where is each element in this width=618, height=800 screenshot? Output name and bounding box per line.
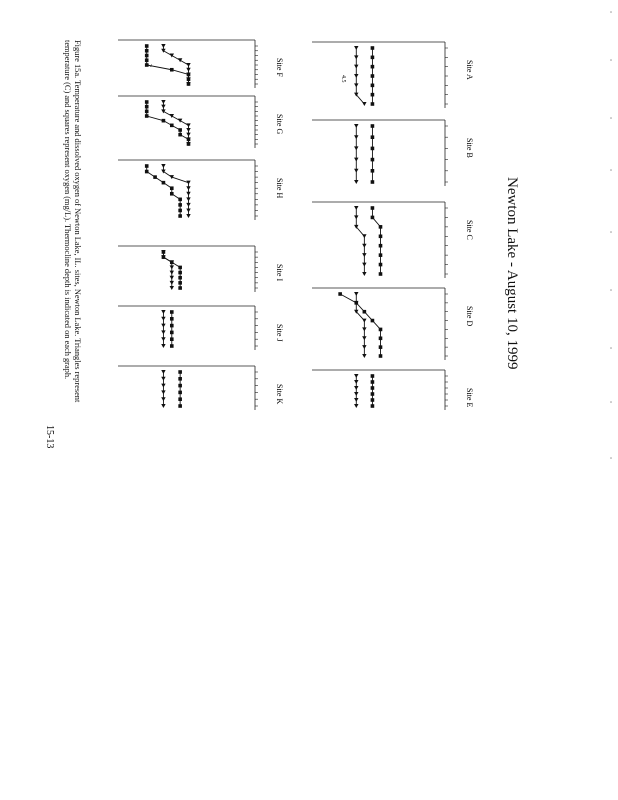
caption-line-2: temperature (C) and squares represent oxygen (mg/L). Thermocline depth is indicated on each graph. [63, 40, 72, 380]
temperature-point [354, 180, 358, 184]
oxygen-point [178, 133, 182, 137]
profile-panel-9 [118, 246, 284, 292]
temperature-point [354, 398, 358, 402]
oxygen-point [371, 147, 375, 151]
oxygen-point [371, 380, 375, 384]
oxygen-point [178, 370, 182, 374]
oxygen-line [147, 102, 189, 144]
oxygen-point [178, 271, 182, 275]
temperature-point [362, 336, 366, 340]
temperature-point [362, 272, 366, 276]
temperature-point [362, 319, 366, 323]
oxygen-point [170, 310, 174, 314]
oxygen-point [371, 319, 375, 323]
oxygen-point [178, 384, 182, 388]
oxygen-point [178, 397, 182, 401]
oxygen-point [371, 46, 375, 50]
oxygen-point [379, 272, 383, 276]
oxygen-point [187, 77, 191, 81]
temperature-point [178, 58, 182, 62]
oxygen-point [371, 93, 375, 97]
temperature-point [186, 203, 190, 207]
oxygen-point [145, 58, 149, 62]
oxygen-point [379, 225, 383, 229]
temperature-point [354, 404, 358, 408]
oxygen-point [178, 198, 182, 202]
oxygen-point [170, 344, 174, 348]
oxygen-point [178, 276, 182, 280]
thermocline-label: 4.5 [340, 75, 346, 83]
oxygen-point [187, 138, 191, 142]
oxygen-point [379, 253, 383, 257]
temperature-point [354, 146, 358, 150]
thermocline-label: 2 [146, 64, 152, 67]
temperature-point [186, 128, 190, 132]
profile-panel-7 [118, 96, 284, 148]
oxygen-point [178, 128, 182, 132]
profile-panel-6 [118, 40, 284, 88]
oxygen-point [145, 114, 149, 118]
profile-panel-1 [312, 42, 474, 108]
temperature-point [186, 197, 190, 201]
temperature-point [170, 276, 174, 280]
oxygen-point [379, 345, 383, 349]
temperature-point [178, 119, 182, 123]
oxygen-point [178, 281, 182, 285]
oxygen-point [162, 119, 166, 123]
temperature-point [186, 214, 190, 218]
oxygen-point [371, 102, 375, 106]
site-label: Site B [465, 138, 474, 158]
temperature-point [170, 265, 174, 269]
temperature-point [354, 392, 358, 396]
oxygen-point [371, 65, 375, 69]
temperature-point [161, 109, 165, 113]
profile-panel-5 [312, 370, 474, 410]
oxygen-point [145, 105, 149, 109]
temperature-point [362, 263, 366, 267]
temperature-point [354, 169, 358, 173]
oxygen-point [371, 74, 375, 78]
temperature-point [161, 105, 165, 109]
temperature-point [161, 384, 165, 388]
oxygen-point [379, 336, 383, 340]
oxygen-point [379, 244, 383, 248]
oxygen-point [371, 124, 375, 128]
oxygen-point [178, 404, 182, 408]
temperature-point [170, 286, 174, 290]
oxygen-point [379, 234, 383, 238]
oxygen-point [170, 317, 174, 321]
temperature-point [161, 330, 165, 334]
oxygen-point [170, 192, 174, 196]
temperature-point [186, 186, 190, 190]
temperature-point [362, 327, 366, 331]
oxygen-point [354, 301, 358, 305]
oxygen-point [170, 324, 174, 328]
page-title: Newton Lake - August 10, 1999 [504, 177, 520, 370]
temperature-point [186, 68, 190, 72]
temperature-point [161, 404, 165, 408]
oxygen-point [145, 164, 149, 168]
oxygen-point [145, 170, 149, 174]
oxygen-point [170, 337, 174, 341]
temperature-point [186, 192, 190, 196]
site-label: Site A [465, 60, 474, 80]
site-label: Site D [465, 306, 474, 327]
oxygen-point [371, 206, 375, 210]
oxygen-point [145, 100, 149, 104]
profile-panel-4 [312, 288, 474, 360]
temperature-point [354, 215, 358, 219]
temperature-point [161, 397, 165, 401]
site-label: Site F [275, 58, 284, 77]
oxygen-point [371, 135, 375, 139]
oxygen-point [371, 158, 375, 162]
temperature-point [161, 344, 165, 348]
temperature-point [354, 55, 358, 59]
oxygen-point [379, 263, 383, 267]
scan-edge-marks [607, 0, 615, 480]
oxygen-point [170, 124, 174, 128]
temperature-point [161, 324, 165, 328]
oxygen-point [338, 292, 342, 296]
oxygen-point [178, 209, 182, 213]
oxygen-point [178, 214, 182, 218]
profile-panel-10 [118, 306, 284, 350]
temperature-point [161, 49, 165, 53]
oxygen-point [187, 82, 191, 86]
temperature-point [362, 244, 366, 248]
oxygen-point [371, 56, 375, 60]
temperature-point [170, 281, 174, 285]
temperature-point [161, 164, 165, 168]
profile-panel-8 [118, 160, 284, 220]
temperature-point [186, 133, 190, 137]
oxygen-point [371, 392, 375, 396]
caption-line-1: Figure 15a. Temperature and dissolved oxygen of Newton Lake, IL. sites, Newton Lake. Triangles represent [73, 40, 82, 403]
oxygen-point [170, 186, 174, 190]
temperature-point [170, 54, 174, 58]
oxygen-point [371, 169, 375, 173]
temperature-point [362, 234, 366, 238]
temperature-point [354, 65, 358, 69]
oxygen-point [363, 310, 367, 314]
temperature-point [354, 74, 358, 78]
temperature-point [186, 63, 190, 67]
oxygen-point [178, 286, 182, 290]
oxygen-point [371, 386, 375, 390]
oxygen-point [162, 181, 166, 185]
temperature-point [161, 377, 165, 381]
temperature-point [161, 310, 165, 314]
oxygen-point [145, 49, 149, 53]
temperature-point [354, 124, 358, 128]
oxygen-point [145, 44, 149, 48]
temperature-point [170, 175, 174, 179]
site-label: Site H [275, 178, 284, 199]
temperature-point [354, 135, 358, 139]
temperature-point [161, 317, 165, 321]
temperature-point [354, 386, 358, 390]
temperature-point [170, 271, 174, 275]
profile-panel-2 [312, 120, 474, 186]
oxygen-point [178, 266, 182, 270]
oxygen-point [145, 54, 149, 58]
page-number: 15-13 [44, 425, 55, 449]
oxygen-line [340, 294, 380, 356]
profile-panel-3 [312, 202, 474, 278]
oxygen-point [178, 203, 182, 207]
oxygen-point [162, 255, 166, 259]
temperature-point [186, 208, 190, 212]
temperature-point [362, 253, 366, 257]
site-label: Site I [275, 264, 284, 282]
temperature-point [170, 114, 174, 118]
temperature-point [362, 354, 366, 358]
oxygen-point [371, 374, 375, 378]
oxygen-point [145, 110, 149, 114]
temperature-line [163, 166, 188, 216]
figure-caption [62, 40, 82, 402]
temperature-point [354, 83, 358, 87]
oxygen-point [187, 142, 191, 146]
temperature-point [161, 100, 165, 104]
site-label: Site J [275, 324, 284, 342]
oxygen-point [371, 84, 375, 88]
temperature-point [161, 337, 165, 341]
temperature-point [362, 102, 366, 106]
oxygen-point [371, 404, 375, 408]
oxygen-point [379, 328, 383, 332]
site-label: Site K [275, 384, 284, 405]
temperature-point [161, 390, 165, 394]
temperature-point [161, 370, 165, 374]
oxygen-point [379, 354, 383, 358]
oxygen-point [371, 216, 375, 220]
oxygen-point [371, 180, 375, 184]
oxygen-point [162, 250, 166, 254]
temperature-point [354, 292, 358, 296]
site-label: Site C [465, 220, 474, 240]
oxygen-point [187, 73, 191, 77]
profile-panel-11 [118, 366, 284, 410]
oxygen-point [170, 260, 174, 264]
temperature-point [354, 206, 358, 210]
temperature-point [362, 345, 366, 349]
temperature-point [354, 380, 358, 384]
temperature-point [354, 374, 358, 378]
oxygen-point [178, 391, 182, 395]
temperature-point [186, 123, 190, 127]
site-label: Site E [465, 388, 474, 408]
temperature-point [354, 158, 358, 162]
oxygen-point [371, 398, 375, 402]
oxygen-point [170, 68, 174, 72]
temperature-line [163, 46, 188, 84]
oxygen-point [153, 175, 157, 179]
site-label: Site G [275, 114, 284, 135]
oxygen-point [178, 377, 182, 381]
oxygen-point [170, 331, 174, 335]
temperature-point [354, 46, 358, 50]
temperature-point [161, 44, 165, 48]
temperature-point [186, 181, 190, 185]
